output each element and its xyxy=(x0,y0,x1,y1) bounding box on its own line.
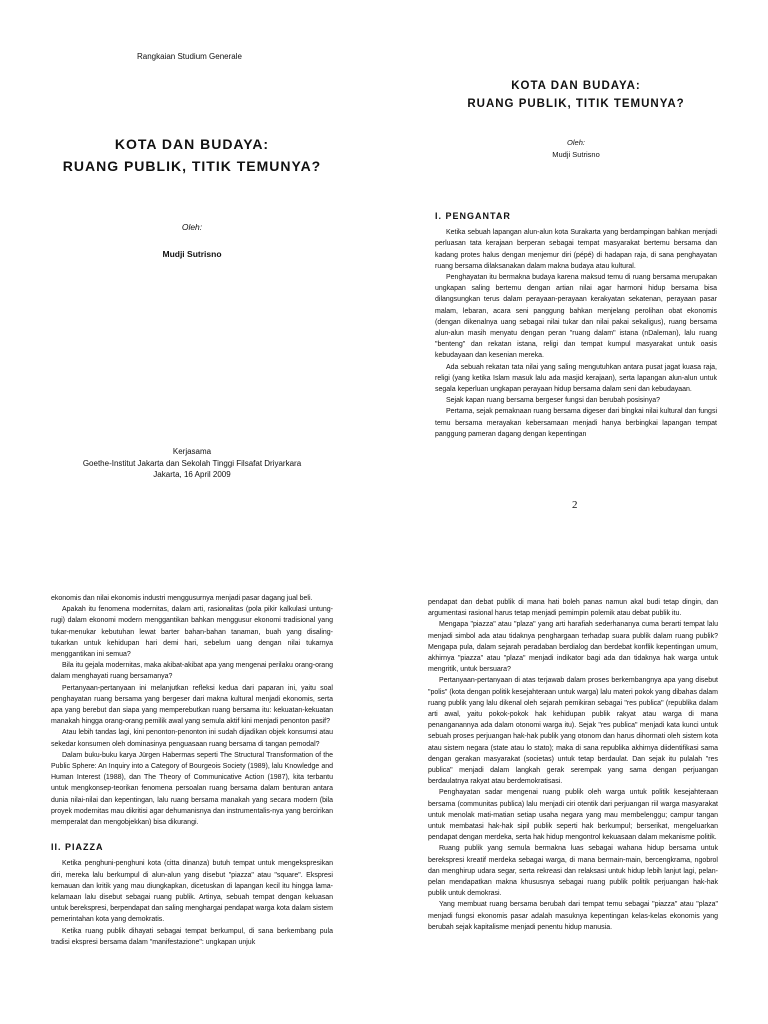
page-four xyxy=(384,512,768,1024)
cover-title-line-1: KOTA DAN BUDAYA: xyxy=(114,136,270,152)
paragraph: Pertama, sejak pemaknaan ruang bersama digeser dari bingkai nilai kultural dan fungsi temu bersama merayakan kebersamaan menjadi hanya berbingkai lapangan tempat panggung pameran dagang dengan kepentingan xyxy=(435,408,717,438)
paragraph: Dalam buku-buku karya Jürgen Habermas seperti The Structural Transformation of the Public Sphere: An Inquiry into a Category of Bourgeois Society (1989), lalu Knowledge and Human Interest (1988), dan The Theory of Communicative Action (1987), kita terbantu untuk mengkonsep-teorikan fenomena persoalan ruang bersama dalam benturan antara dunia nilai-nilai dan kepentingan, lalu ruang bersama manakah yang secara modern (bila proyek modernitas mau dikritisi agar dehumanisnya dan instrumentalis-nya yang bercirikan memperalat dan mengobjekkan) bisa dikurangi. xyxy=(51,751,333,827)
paragraph: Penghayatan sadar mengenai ruang publik oleh warga untuk politik kesejahteraan bersama (communitas publica) lalu menjadi ciri otentik dari perjuangan riil warga masyarakat untuk menolak mati-matian setiap usaha negara yang mau membelenggu; campur tangan untuk membatasi hak-hak sipil publik seperti hak berkumpul; berserikat, mengeluarkan pendapat dengan merdeka, serta hak hidup mengontrol kekuasaan dalam mekanisme politik. xyxy=(428,789,718,842)
paragraph: Penghayatan itu bermakna budaya karena maksud temu di ruang bersama merupakan ungkapan saling bertemu dengan artian nilai agar harmoni hidup bersama bisa dilangsungkan terus dalam perayaan-perayaan kerakyatan sekatenan, perayaan pasar malam, lebaran, acara seni panggung bahkan menjelang perolihan obat ekonomis (dengan dikenalnya uang sebagai nilai tukar dan nilai pakai sekaligus), ruang bersama alun-alun masih menyatu dengan peran "ruang dalam" istana (nDaleman), lalu ruang "benteng" dan rekatan istana, religi dan tempat kumpul masyarakat untuk oasis kebudayaan dan kesenian mereka. xyxy=(435,274,717,360)
paragraph: Ketika penghuni-penghuni kota (citta dinanza) butuh tempat untuk mengekspresikan diri, mereka lalu berkumpul di alun-alun yang disebut "piazza" atau "square". Ekspresi kemauan dan kritik yang mau diungkapkan, dicetuskan di lapangan kecil itu hingga lama-kelamaan lalu disebut sebagai ruang publik. Artinya, sebuah tempat dengan keluasan untuk berekspresi, berpendapat dan saling menghargai pendapat warga kota dalam sistem pemerintahan kota yang demokratis. xyxy=(51,860,333,924)
paragraph: Yang membuat ruang bersama berubah dari tempat temu sebagai "piazza" atau "plaza" menjadi fungsi ekonomis pasar adalah masuknya kepentingan kelas-kelas ekonomis yang berubah sejak kapitalisme menjadi penentu hidup manusia. xyxy=(428,901,718,931)
cover-title-line-2: RUANG PUBLIK, TITIK TEMUNYA? xyxy=(62,157,322,174)
paragraph: Ketika ruang publik dihayati sebagai tempat berkumpul, di sana berkembang pula tradisi ekspresi bersama dalam "manifestazione": ungkapan unjuk xyxy=(51,927,333,946)
cooperation-partners: Goethe-Institut Jakarta dan Sekolah Tinggi Filsafat Driyarkara xyxy=(82,458,302,468)
paragraph: Mengapa "piazza" atau "plaza" yang arti harafiah sederhananya cuma berarti tempat lalu menjadi simbol ada atau tidaknya penghargaan terhadap suara publik dalam ruang publik? Mengapa pula, dalam sejarah peradaban berdialog dan berdebat konflik kepentingan umum, akhirnya "piazza" atau "plaza" menjadi indikator bagi ada dan tidaknya hak warga untuk mengritik, untuk bersuara? xyxy=(428,621,718,674)
paragraph: Ruang publik yang semula bermakna luas sebagai wahana hidup bersama untuk berekspresi kreatif merdeka sebagai warga, di mana bermain-main, bercengkrama, ngobrol dan menghirup udara segar, serta rekreasi dan relaksasi untuk hidup lebih lanjut lagi, pelan-pelan mendapatkan makna khususnya sebagai ruang publik politik perjuangan hak-hak publik untuk demokrasi. xyxy=(428,845,718,898)
paragraph: ekonomis dan nilai ekonomis industri menggusurnya menjadi pasar dagang jual beli. xyxy=(51,595,313,602)
paragraph: Ada sebuah rekatan tata nilai yang saling mengutuhkan antara pusat jagat kuasa raja, religi (yang ketika Islam masuk lalu ada masjid kerajaan), serta lapangan alun-alun untuk segala keperluan ungkapan perayaan hidup bersama dalam seni dan kebudayaan. xyxy=(435,363,717,394)
paragraph: Atau lebih tandas lagi, kini penonton-penonton ini sudah dijadikan objek konsumsi atau sekedar konsumen oleh dominasinya penguasaan ruang bersama di tangan pemodal? xyxy=(51,729,333,748)
page-oleh: Oleh: xyxy=(567,138,585,147)
page-title xyxy=(384,78,768,114)
paragraph: Bila itu gejala modernitas, maka akibat-akibat apa yang mengenai perilaku orang-orang dalam menghayati ruang bersamanya? xyxy=(51,662,333,681)
cooperation-label: Kerjasama xyxy=(172,447,212,456)
page-two xyxy=(384,0,768,512)
cooperation-date: Jakarta, 16 April 2009 xyxy=(153,470,231,480)
cover-title xyxy=(0,134,384,177)
paragraph: Ketika sebuah lapangan alun-alun kota Surakarta yang berdampingan bahkan menjadi perluasan tata kerajaan berperan sebagai tempat masyarakat bertemu bersama dan kadang protes halus dengan menjemur diri (pépé) di hadapan raja, di sana penghayatan ruang bersama dilaksanakan dalam makna budaya atau kultural. xyxy=(435,229,717,270)
body-text xyxy=(435,205,717,440)
page-title-line-1: KOTA DAN BUDAYA: xyxy=(511,80,641,92)
body-text xyxy=(428,597,718,933)
page-three xyxy=(0,512,384,1024)
paragraph: Pertanyaan-pertanyaan di atas terjawab dalam proses berkembangnya apa yang disebut "polis" (kota dengan politik kesejahteraan untuk warga) lalu materi pokok yang dibahas dalam ruang publik yang lalu dikenal oleh sejarah pemikiran sebagai "res publica" (republika dalam arti awal, yaitu pokok-pokok hak kehidupan publik rakyat atau warga di mana penanganannya ada dalam otonomi warga itu). Sejak "res publica" menjadi kata kunci untuk sebuah proses perjuangan hak-hak publik yang otonom dan harus dihormati oleh sistem kota atau sistem negara (state atau lo stato); maka di sana republika akhirnya diidentifikasi sama dengan gerakan masyarakat (societas) untuk tetap berdaulat. Dan sejak itu pulalah "res publica" menjadi dalam langkah gerak serempak yang sama dengan perjuangan berdaulatnya rakyat atau berdemokratisasi. xyxy=(428,677,718,786)
paragraph: Apakah itu fenomena modernitas, dalam arti, rasionalitas (pola pikir kalkulasi untung-rugi) dalam ekonomi modern menggantikan bahkan menggusur ekonomi tradisional yang tukar-menukar kebutuhan lewat barter bahan-bahan tanaman, buah yang disaling-tukarkan untuk kehidupan hari demi hari, sebelum uang dengan nilai tukarnya menggantikan ini semua? xyxy=(51,606,333,659)
paragraph: pendapat dan debat publik di mana hati boleh panas namun akal budi tetap dingin, dan argumentasi rasional harus tetap menjadi pemimpin polemik atau debat publik itu. xyxy=(428,599,718,618)
body-text xyxy=(51,593,333,948)
cover-oleh: Oleh: xyxy=(181,222,203,232)
cooperation-block xyxy=(0,446,384,481)
cover-author: Mudji Sutrisno xyxy=(162,249,222,259)
paragraph: Sejak kapan ruang bersama bergeser fungsi dan berubah posisinya? xyxy=(446,397,661,405)
series-label: Rangkaian Studium Generale xyxy=(137,52,242,61)
paragraph: Pertanyaan-pertanyaan ini melanjutkan refleksi kedua dari paparan ini, yaitu soal penghayatan ruang bersama yang bergeser dari makna kultural menjadi ekonomis, serta apa yang berebut dan siapa yang memperebutkan ruang bersama itu: kekuatan-kekuatan manakah hingga orang-orang pemilik awal yang semula aktif kini menjadi penonton pasif? xyxy=(51,684,333,726)
page-title-line-2: RUANG PUBLIK, TITIK TEMUNYA? xyxy=(467,97,685,110)
cover-page xyxy=(0,0,384,512)
page-author: Mudji Sutrisno xyxy=(552,150,600,159)
section-heading: II. PIAZZA xyxy=(51,842,104,853)
page-number: 2 xyxy=(572,499,578,511)
section-heading: I. PENGANTAR xyxy=(435,211,511,221)
